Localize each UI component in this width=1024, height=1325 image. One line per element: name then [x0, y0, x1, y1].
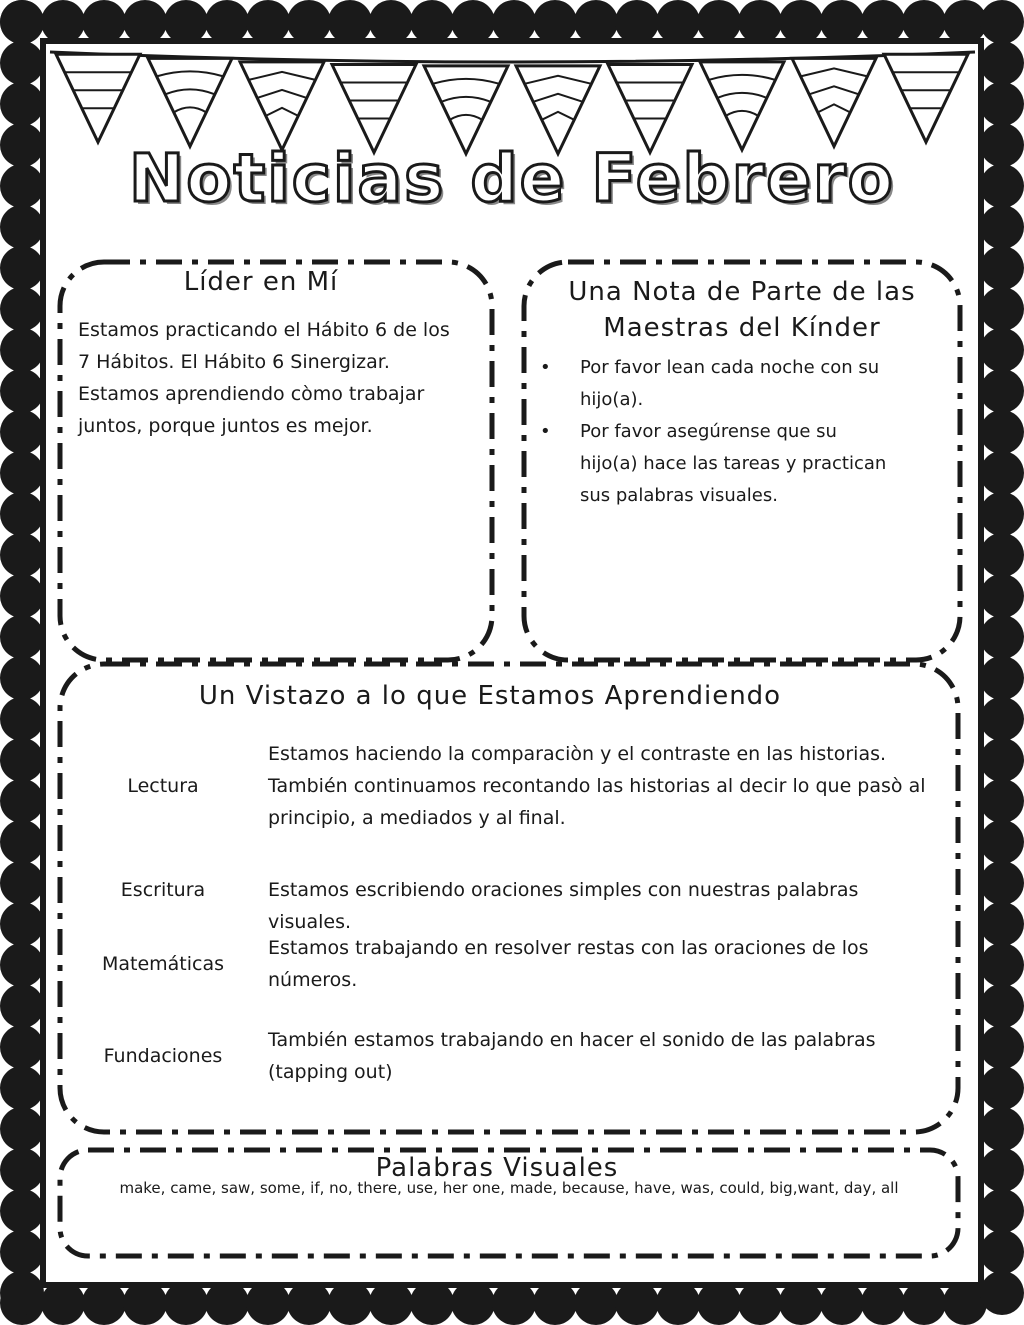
note-item	[580, 416, 960, 512]
subject-line: También continuamos recontando las historias al decir lo que pasò al	[268, 775, 926, 797]
leader-line: Estamos aprendiendo còmo trabajar	[78, 383, 425, 405]
leader-box	[60, 262, 492, 660]
teacher-note-box	[524, 262, 960, 660]
learning-box	[0, 664, 1024, 1132]
subject-line: principio, a mediados y al final.	[268, 807, 566, 829]
subject-line: Estamos trabajando en resolver restas con las oraciones de los	[268, 937, 869, 959]
note-line: Por favor lean cada noche con su	[580, 357, 880, 378]
note-heading-line2: Maestras del Kínder	[603, 313, 881, 343]
subject-line: (tapping out)	[268, 1061, 393, 1083]
subject-description	[268, 874, 928, 938]
subject-description	[268, 1024, 928, 1088]
subject-name: Escritura	[120, 879, 206, 901]
note-line: sus palabras visuales.	[580, 485, 778, 506]
note-heading-line1: Una Nota de Parte de las	[568, 277, 916, 307]
sight-words-box	[60, 1150, 958, 1256]
subject-name: Lectura	[127, 775, 199, 797]
note-item	[580, 352, 960, 416]
subject-name: Fundaciones	[103, 1045, 223, 1067]
leader-line: Estamos practicando el Hábito 6 de los	[78, 319, 450, 341]
subject-description	[268, 738, 928, 834]
subject-description	[268, 932, 928, 996]
subject-name: Matemáticas	[101, 953, 225, 975]
note-list	[524, 352, 960, 512]
sight-words-heading: Palabras Visuales	[375, 1153, 619, 1183]
note-line: Por favor asegúrense que su	[580, 421, 837, 442]
page-title: Noticias de Febrero	[129, 140, 895, 217]
subject-line: También estamos trabajando en hacer el sonido de las palabras	[268, 1029, 876, 1051]
note-line: hijo(a).	[580, 389, 644, 410]
subject-line: números.	[268, 969, 358, 991]
leader-line: juntos, porque juntos es mejor.	[78, 415, 373, 437]
subject-line: Estamos escribiendo oraciones simples con nuestras palabras visuales.	[268, 879, 859, 933]
learning-heading: Un Vistazo a lo que Estamos Aprendiendo	[198, 681, 782, 711]
sight-words-list: make, came, saw, some, if, no, there, use, her one, made, because, have, was, could, big,want, day, all	[119, 1179, 899, 1197]
leader-line: 7 Hábitos. El Hábito 6 Sinergizar.	[78, 351, 390, 373]
leader-heading: Líder en Mí	[183, 267, 339, 297]
subject-line: Estamos haciendo la comparaciòn y el contraste en las historias.	[268, 743, 887, 765]
note-line: hijo(a) hace las tareas y practican	[580, 453, 887, 474]
